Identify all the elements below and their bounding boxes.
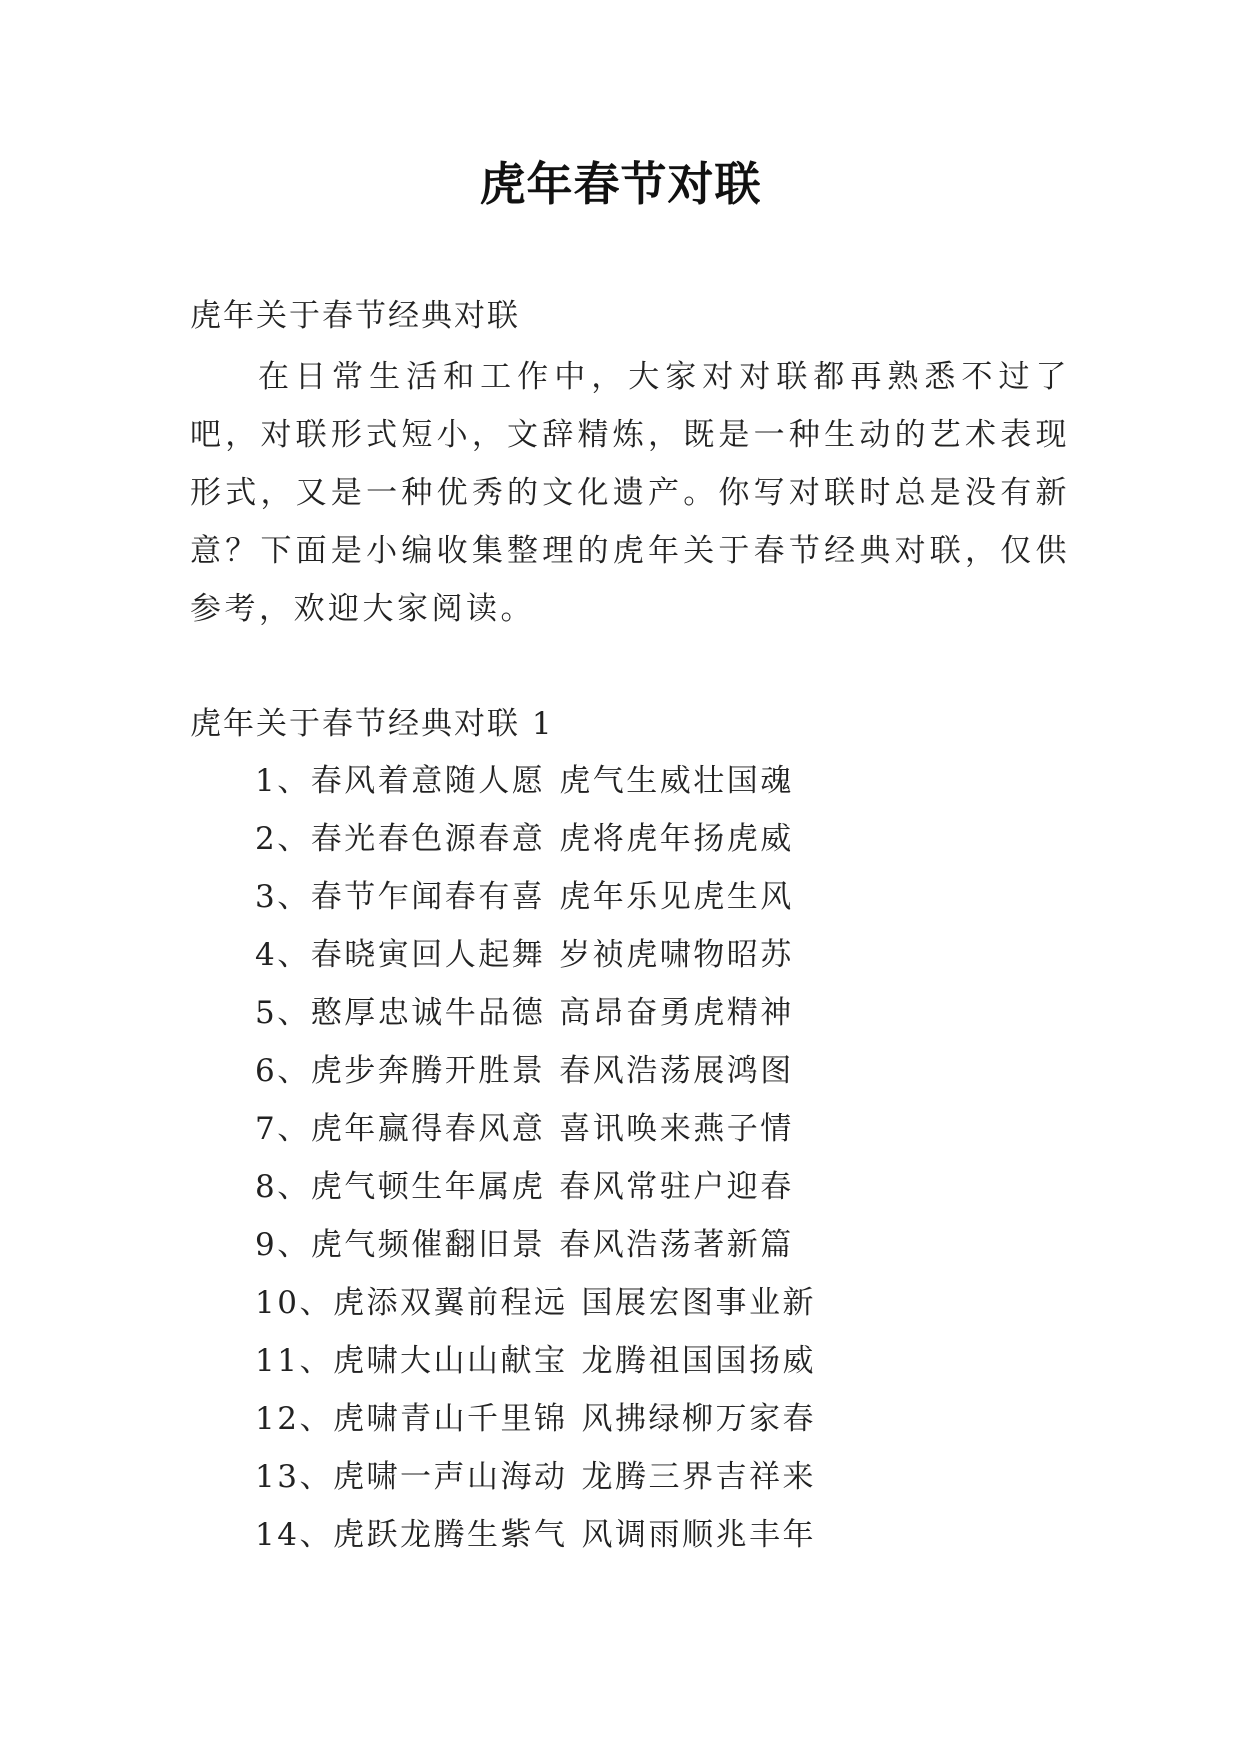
couplet-second-line: 龙腾三界吉祥来 xyxy=(581,1459,816,1495)
couplet-item xyxy=(255,1390,816,1448)
couplet-second-line: 春风浩荡展鸿图 xyxy=(559,1053,794,1089)
couplet-number: 1、 xyxy=(255,763,311,799)
couplet-second-line: 春风常驻户迎春 xyxy=(559,1169,794,1205)
couplet-first-line: 虎气顿生年属虎 xyxy=(310,1169,546,1205)
couplet-number: 12、 xyxy=(255,1401,333,1437)
couplet-number: 14、 xyxy=(255,1517,333,1553)
couplet-first-line: 虎气频催翻旧景 xyxy=(310,1227,546,1263)
couplet-first-line: 春节乍闻春有喜 xyxy=(310,879,546,915)
couplet-second-line: 高昂奋勇虎精神 xyxy=(559,995,794,1031)
couplet-first-line: 春风着意随人愿 xyxy=(310,763,546,799)
couplet-item xyxy=(255,1448,816,1506)
couplet-item xyxy=(255,752,816,810)
couplet-item xyxy=(255,1216,816,1274)
couplet-second-line: 风调雨顺兆丰年 xyxy=(581,1517,816,1553)
intro-paragraph: 在日常生活和工作中，大家对对联都再熟悉不过了吧，对联形式短小，文辞精炼，既是一种生动的艺术表现形式，又是一种优秀的文化遗产。你写对联时总是没有新意？下面是小编收集整理的虎年关于春节经典对联，仅供参考，欢迎大家阅读。 xyxy=(190,359,1070,627)
couplet-second-line: 风拂绿柳万家春 xyxy=(581,1401,816,1437)
couplet-first-line: 虎啸一声山海动 xyxy=(332,1459,568,1495)
couplet-number: 11、 xyxy=(255,1343,333,1379)
couplet-first-line: 春光春色源春意 xyxy=(310,821,546,857)
couplet-number: 2、 xyxy=(255,821,311,857)
couplet-first-line: 虎步奔腾开胜景 xyxy=(310,1053,546,1089)
couplet-number: 6、 xyxy=(255,1053,311,1089)
couplet-second-line: 国展宏图事业新 xyxy=(581,1285,816,1321)
couplet-number: 13、 xyxy=(255,1459,333,1495)
couplet-first-line: 虎添双翼前程远 xyxy=(332,1285,568,1321)
couplet-second-line: 岁祯虎啸物昭苏 xyxy=(559,937,794,973)
couplet-second-line: 喜讯唤来燕子情 xyxy=(559,1111,794,1147)
couplet-item xyxy=(255,1332,816,1390)
couplet-number: 10、 xyxy=(255,1285,333,1321)
couplet-item xyxy=(255,926,816,984)
couplet-number: 8、 xyxy=(255,1169,311,1205)
couplet-item xyxy=(255,868,816,926)
couplet-first-line: 春晓寅回人起舞 xyxy=(310,937,546,973)
couplet-number: 9、 xyxy=(255,1227,311,1263)
section-heading: 虎年关于春节经典对联 xyxy=(190,298,520,334)
couplet-item xyxy=(255,1158,816,1216)
couplet-second-line: 虎年乐见虎生风 xyxy=(559,879,794,915)
couplet-item xyxy=(255,1100,816,1158)
couplet-second-line: 虎气生威壮国魂 xyxy=(559,763,794,799)
couplet-second-line: 虎将虎年扬虎威 xyxy=(559,821,794,857)
couplet-first-line: 虎啸大山山献宝 xyxy=(332,1343,568,1379)
couplet-second-line: 春风浩荡著新篇 xyxy=(559,1227,794,1263)
document-title: 虎年春节对联 xyxy=(479,157,762,211)
list-heading: 虎年关于春节经典对联 1 xyxy=(190,706,554,742)
couplet-item xyxy=(255,810,816,868)
couplet-second-line: 龙腾祖国国扬威 xyxy=(581,1343,816,1379)
couplet-number: 4、 xyxy=(255,937,311,973)
couplet-number: 5、 xyxy=(255,995,311,1031)
couplet-item xyxy=(255,1042,816,1100)
couplet-number: 3、 xyxy=(255,879,311,915)
couplet-first-line: 虎啸青山千里锦 xyxy=(332,1401,568,1437)
couplet-first-line: 憨厚忠诚牛品德 xyxy=(310,995,546,1031)
couplet-item xyxy=(255,1274,816,1332)
couplet-list xyxy=(255,752,816,1564)
couplet-number: 7、 xyxy=(255,1111,311,1147)
couplet-first-line: 虎跃龙腾生紫气 xyxy=(332,1517,568,1553)
couplet-item xyxy=(255,1506,816,1564)
couplet-first-line: 虎年赢得春风意 xyxy=(310,1111,546,1147)
couplet-item xyxy=(255,984,816,1042)
